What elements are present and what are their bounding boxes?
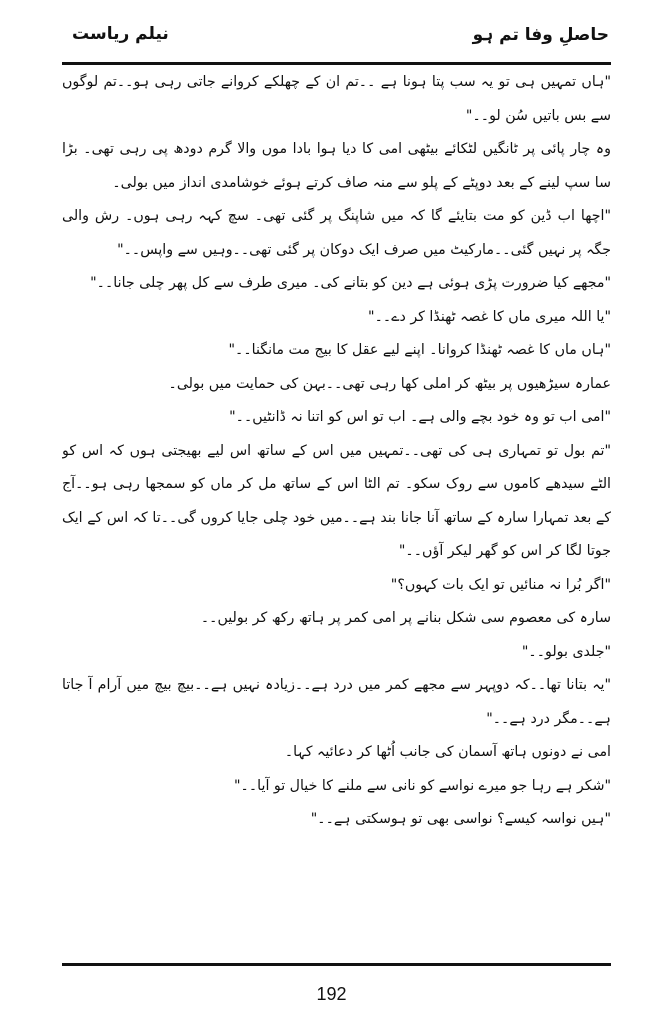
paragraph: امی نے دونوں ہاتھ آسمان کی جانب اُٹھا کر دعائیہ کہا۔ bbox=[284, 744, 611, 760]
paragraph: "جلدی بولو۔۔" bbox=[521, 643, 611, 660]
paragraph: "ہاں ماں کا غصہ ٹھنڈا کروانا۔ اپنے لیے عقل کا بیج مت مانگنا۔۔" bbox=[228, 342, 611, 358]
body-text bbox=[62, 66, 611, 958]
paragraph: "امی اب تو وہ خود بچے والی ہے۔ اب تو اس کو اتنا نہ ڈانٹیں۔۔" bbox=[229, 409, 611, 425]
paragraph: "اچھا اب ڈین کو مت بتایئے گا کہ میں شاپنگ پر گئی تھی۔ سچ کہہ رہی ہوں۔ رش والی جگہ پر نہیں گئی۔۔مارکیٹ میں صرف ایک دوکان پر گئی تھی۔۔وہیں سے واپس۔۔" bbox=[62, 208, 611, 258]
paragraph: وہ چار پائی پر ٹانگیں لٹکائے بیٹھی امی کا دیا ہوا بادا موں والا گرم دودھ پی رہی تھی۔ بڑا سا سپ لینے کے بعد دوپٹے کے پلو سے منہ صاف کرتے ہوئے خوشامدی انداز میں بولی۔ bbox=[62, 141, 611, 191]
author-name: نیلم ریاست bbox=[72, 24, 169, 44]
paragraph: "ہاں تمہیں ہی تو یہ سب پتا ہونا ہے ۔۔تم ان کے چھلکے کروانے جاتی رہی ہو۔۔تم لوگوں سے بس باتیں سُن لو۔۔" bbox=[62, 74, 611, 124]
header-divider bbox=[62, 62, 611, 65]
page-header bbox=[62, 22, 611, 58]
book-title: حاصلِ وفا تم ہو bbox=[472, 25, 609, 45]
footer-divider bbox=[62, 963, 611, 966]
page-number: 192 bbox=[316, 984, 347, 1004]
paragraph: سارہ کی معصوم سی شکل بنانے پر امی کمر پر ہاتھ رکھ کر بولیں۔۔ bbox=[200, 610, 611, 626]
paragraph: "اگر بُرا نہ منائیں تو ایک بات کہوں؟" bbox=[390, 576, 611, 593]
paragraph: "شکر ہے رہا جو میرے نواسے کو نانی سے ملنے کا خیال تو آیا۔۔" bbox=[234, 777, 611, 794]
paragraph: عمارہ سیڑھیوں پر بیٹھ کر املی کھا رہی تھی۔۔بہن کی حمایت میں بولی۔ bbox=[168, 375, 611, 392]
paragraph: "تم بول تو تمہاری ہی کی تھی۔۔تمہیں میں اس کے ساتھ اس لیے بھیجتی ہوں کہ اس کو الٹے سیدھے کاموں سے روک سکو۔ تم الٹا اس کے ساتھ مل کر ماں کو سمجھا رہی ہو۔۔آج کے بعد تمہارا سارہ کے ساتھ آنا جانا بند ہے۔۔میں خود چلی جایا کروں گی۔۔تا کہ اس کے ایک جوتا لگا کر اس کو گھر لیکر آؤں۔۔" bbox=[62, 442, 611, 559]
paragraph: "مجھے کیا ضرورت پڑی ہوئی ہے دین کو بتانے کی۔ میری طرف سے کل پھر چلی جانا۔۔" bbox=[90, 275, 611, 291]
paragraph: "یہ بتانا تھا۔۔کہ دوپہر سے مجھے کمر میں درد ہے۔۔زیادہ نہیں ہے۔۔بیچ بیچ میں آرام آ جاتا ہے۔۔مگر درد ہے۔۔" bbox=[62, 677, 611, 727]
paragraph: "یا اللہ میری ماں کا غصہ ٹھنڈا کر دے۔۔" bbox=[368, 308, 611, 325]
paragraph: "ہیں نواسہ کیسے؟ نواسی بھی تو ہوسکتی ہے۔۔" bbox=[310, 811, 611, 827]
